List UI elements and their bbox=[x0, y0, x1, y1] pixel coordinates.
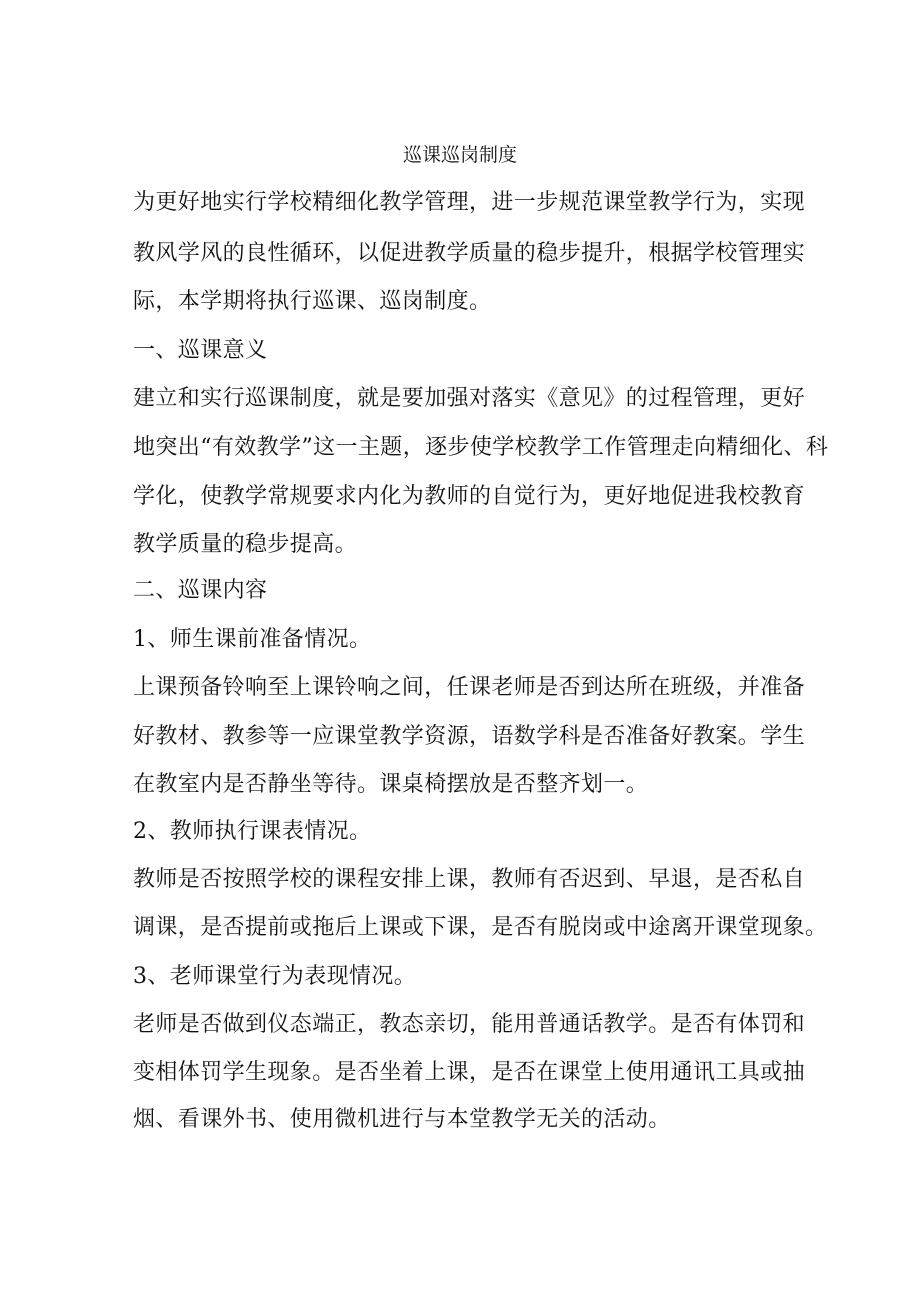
item-1-line-2: 好教材、教参等一应课堂教学资源，语数学科是否准备好教案。学生 bbox=[133, 724, 806, 749]
item-1-line-1: 上课预备铃响至上课铃响之间，任课老师是否到达所在班级，并准备 bbox=[133, 675, 806, 700]
intro-line-2: 教风学风的良性循环，以促进教学质量的稳步提升，根据学校管理实 bbox=[133, 241, 806, 266]
section-heading-purpose: 一、巡课意义 bbox=[133, 338, 268, 363]
item-3-line-2: 变相体罚学生现象。是否坐着上课，是否在课堂上使用通讯工具或抽 bbox=[133, 1060, 806, 1085]
item-2-heading: 2、教师执行课表情况。 bbox=[133, 819, 372, 844]
purpose-line-3: 学化，使教学常规要求内化为教师的自觉行为，更好地促进我校教育 bbox=[133, 484, 806, 509]
item-1-line-3: 在教室内是否静坐等待。课桌椅摆放是否整齐划一。 bbox=[133, 772, 649, 797]
item-3-line-1: 老师是否做到仪态端正，教态亲切，能用普通话教学。是否有体罚和 bbox=[133, 1012, 806, 1037]
purpose-line-1: 建立和实行巡课制度，就是要加强对落实《意见》的过程管理，更好 bbox=[133, 386, 806, 411]
intro-line-3: 际，本学期将执行巡课、巡岗制度。 bbox=[133, 289, 492, 314]
item-3-line-3: 烟、看课外书、使用微机进行与本堂教学无关的活动。 bbox=[133, 1107, 671, 1132]
item-2-line-1: 教师是否按照学校的课程安排上课，教师有否迟到、早退，是否私自 bbox=[133, 867, 806, 892]
item-1-heading: 1、师生课前准备情况。 bbox=[133, 627, 372, 652]
purpose-line-4: 教学质量的稳步提高。 bbox=[133, 532, 358, 557]
purpose-line-2: 地突出“有效教学”这一主题，逐步使学校教学工作管理走向精细化、科 bbox=[133, 435, 829, 460]
document-title: 巡课巡岗制度 bbox=[402, 144, 517, 166]
intro-line-1: 为更好地实行学校精细化教学管理，进一步规范课堂教学行为，实现 bbox=[133, 190, 806, 215]
item-3-heading: 3、老师课堂行为表现情况。 bbox=[133, 964, 417, 989]
item-2-line-2: 调课，是否提前或拖后上课或下课，是否有脱岗或中途离开课堂现象。 bbox=[133, 915, 828, 940]
section-heading-content: 二、巡课内容 bbox=[133, 578, 268, 603]
